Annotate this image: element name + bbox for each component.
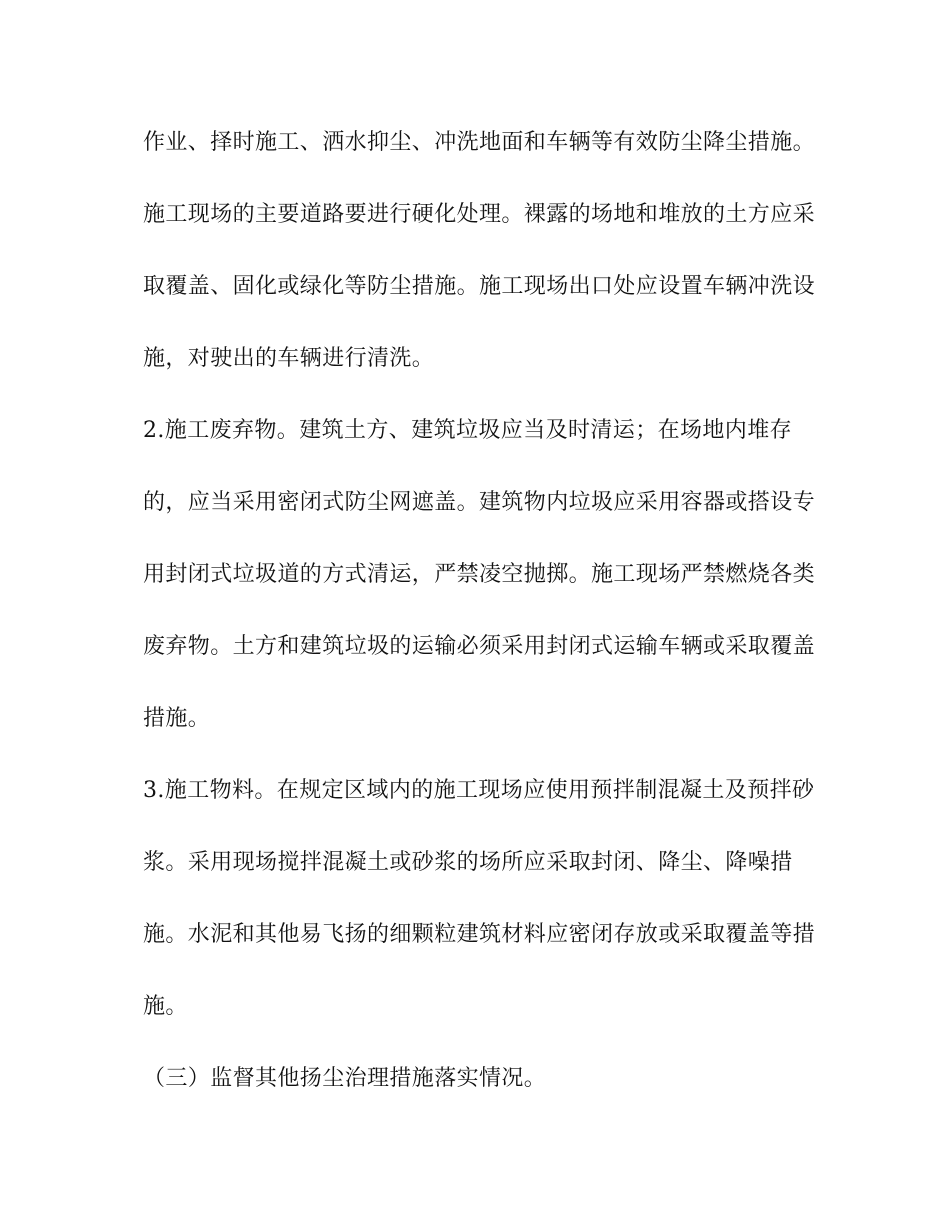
text-line: 措施。 bbox=[143, 706, 211, 731]
section-heading: （三）监督其他扬尘治理措施落实情况。 bbox=[143, 1066, 547, 1091]
text-line: 浆。采用现场搅拌混凝土或砂浆的场所应采取封闭、降尘、降噪措 bbox=[143, 850, 793, 875]
text-line: 施工现场的主要道路要进行硬化处理。裸露的场地和堆放的土方应采 bbox=[143, 202, 816, 227]
text-line: 作业、择时施工、洒水抑尘、冲洗地面和车辆等有效防尘降尘措施。 bbox=[143, 130, 816, 155]
text-line: 2.施工废弃物。建筑土方、建筑垃圾应当及时清运；在场地内堆存 bbox=[143, 418, 792, 443]
text-line: 施，对驶出的车辆进行清洗。 bbox=[143, 346, 435, 371]
text-line: 的，应当采用密闭式防尘网遮盖。建筑物内垃圾应采用容器或搭设专 bbox=[143, 490, 816, 515]
text-line: 用封闭式垃圾道的方式清运，严禁凌空抛掷。施工现场严禁燃烧各类 bbox=[143, 562, 816, 587]
text-line: 施。 bbox=[143, 994, 188, 1019]
text-line: 施。水泥和其他易飞扬的细颗粒建筑材料应密闭存放或采取覆盖等措 bbox=[143, 922, 816, 947]
text-line: 取覆盖、固化或绿化等防尘措施。施工现场出口处应设置车辆冲洗设 bbox=[143, 274, 816, 299]
text-line: 3.施工物料。在规定区域内的施工现场应使用预拌制混凝土及预拌砂 bbox=[143, 778, 815, 803]
text-line: 废弃物。土方和建筑垃圾的运输必须采用封闭式运输车辆或采取覆盖 bbox=[143, 634, 816, 659]
